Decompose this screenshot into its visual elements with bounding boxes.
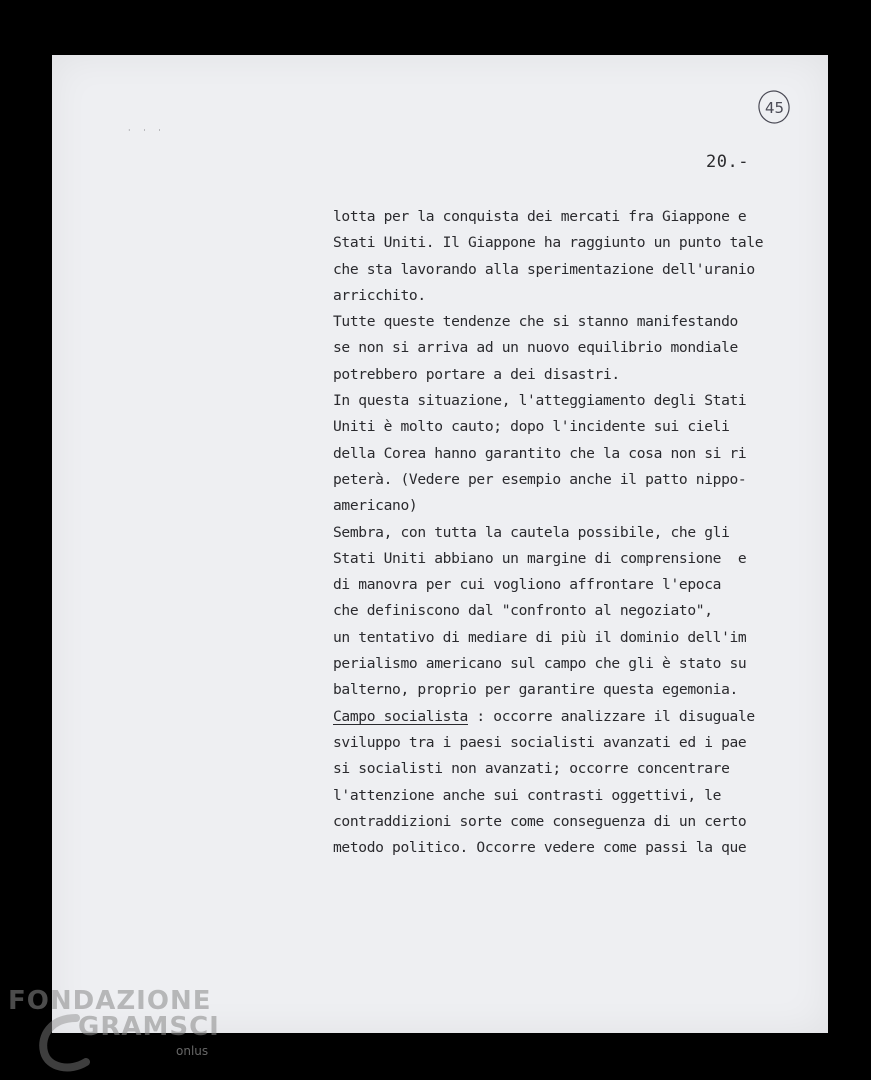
typewritten-body (333, 204, 793, 861)
text-line: contraddizioni sorte come conseguenza di un certo (333, 812, 747, 830)
text-line: metodo politico. Occorre vedere come passi la que (333, 839, 747, 857)
text-line: Stati Uniti. Il Giappone ha raggiunto un punto tale (333, 234, 764, 252)
text-line: se non si arriva ad un nuovo equilibrio mondiale (333, 339, 738, 357)
text-line-section-heading: Campo socialista : occorre analizzare il disuguale (333, 707, 755, 725)
text-line: di manovra per cui vogliono affrontare l'epoca (333, 576, 722, 594)
text-line: In questa situazione, l'atteggiamento degli Stati (333, 392, 747, 410)
archive-number-text: 45 (765, 99, 785, 117)
text-line: che definiscono dal "confronto al negoziato", (333, 602, 713, 620)
fondazione-gramsci-watermark (8, 986, 228, 1076)
text-line: un tentativo di mediare di più il dominio dell'im (333, 628, 747, 646)
text-line: della Corea hanno garantito che la cosa non si ri (333, 444, 747, 462)
text-line: balterno, proprio per garantire questa egemonia. (333, 681, 738, 699)
text-line: peterà. (Vedere per esempio anche il patto nippo- (333, 470, 747, 488)
text-line: che sta lavorando alla sperimentazione dell'uranio (333, 260, 755, 278)
section-heading-underlined: Campo socialista (333, 707, 468, 725)
logo-line2: GRAMSCI (78, 1012, 220, 1042)
text-line: lotta per la conquista dei mercati fra Giappone e (333, 208, 747, 225)
text-line: Tutte queste tendenze che si stanno manifestando (333, 313, 738, 331)
text-line: arricchito. (333, 286, 426, 304)
text-line: americano) (333, 497, 418, 515)
text-line: si socialisti non avanzati; occorre concentrare (333, 760, 730, 778)
text-line: Sembra, con tutta la cautela possibile, che gli (333, 523, 730, 541)
text-line: Stati Uniti abbiano un margine di comprensione e (333, 549, 747, 567)
text-line: Uniti è molto cauto; dopo l'incidente sui cieli (333, 418, 730, 436)
text-line: l'attenzione anche sui contrasti oggettivi, le (333, 786, 722, 804)
page-number: 20.- (706, 152, 749, 172)
logo-suffix: onlus (176, 1044, 209, 1058)
text-line: sviluppo tra i paesi socialisti avanzati ed i pae (333, 733, 747, 751)
stray-marks: · · · (128, 126, 166, 135)
text-line: potrebbero portare a dei disastri. (333, 365, 620, 383)
logo-line1: FONDAZIONE (8, 986, 212, 1016)
text-line: perialismo americano sul campo che gli è stato su (333, 655, 747, 673)
archive-number-stamp (756, 86, 792, 126)
